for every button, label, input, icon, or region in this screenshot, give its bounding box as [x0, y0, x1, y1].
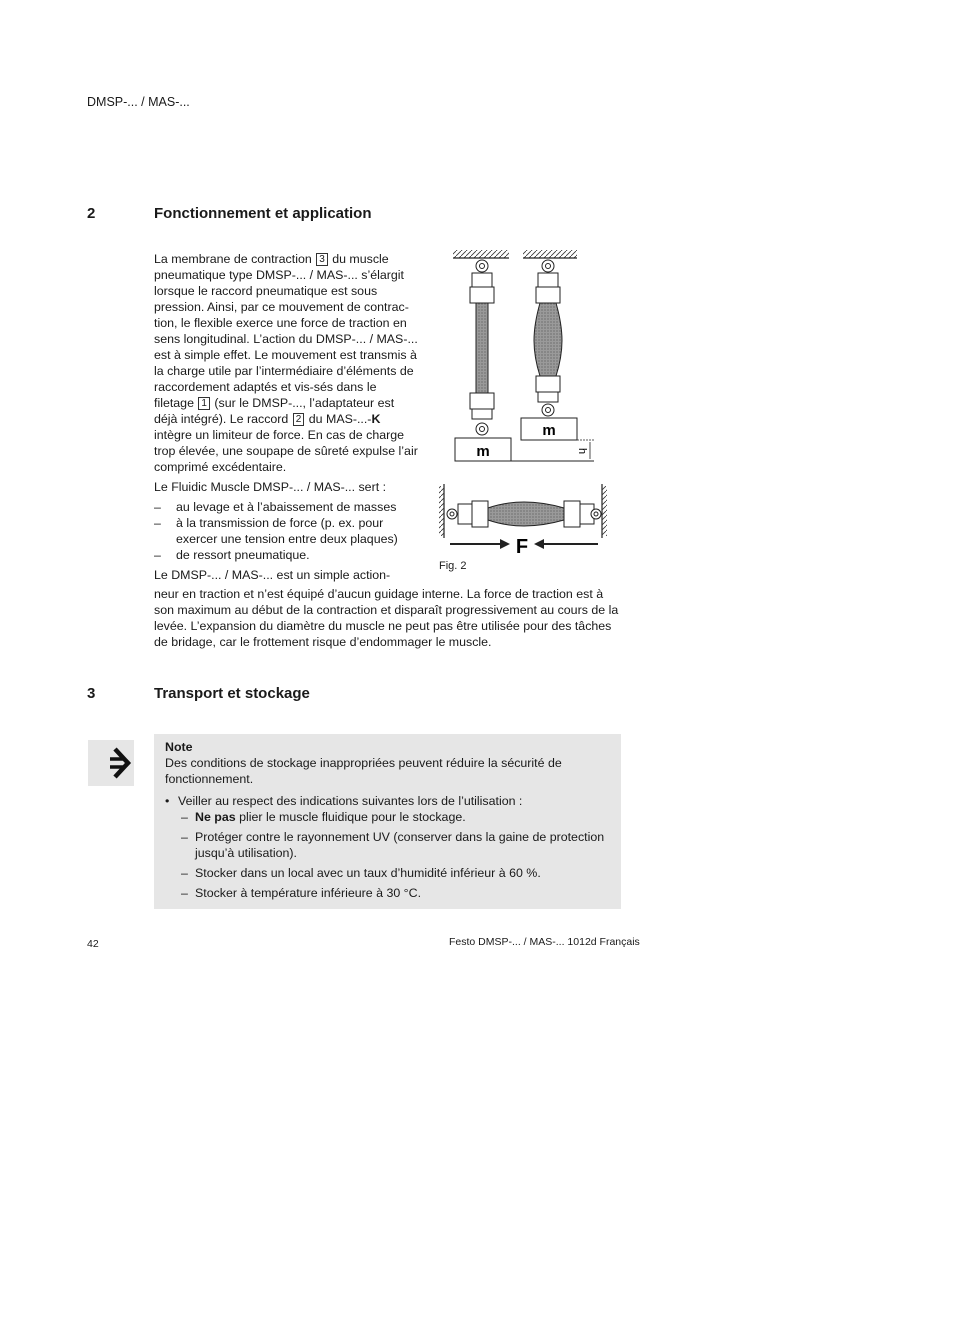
figure-2-muscle-diagram [436, 246, 616, 558]
text-run: intègre un limiteur de force. En cas de charge trop élevée, une soupape de sûreté expulse l’air comprimé excédentaire. [154, 428, 418, 474]
reference-3: 3 [316, 253, 328, 266]
paragraph-uses-intro: Le Fluidic Muscle DMSP-... / MAS-... sert : [154, 480, 387, 494]
storage-list [165, 809, 615, 901]
figure-caption: Fig. 2 [439, 560, 467, 572]
section-3-number: 3 [87, 685, 96, 702]
text-run: (sur le DMSP-..., l’adaptateur est déjà intégré). Le raccord [154, 396, 395, 426]
running-header: DMSP-... / MAS-... [87, 95, 190, 109]
list-item: – au levage et à l’abaissement de masses [154, 499, 418, 515]
reference-2: 2 [293, 413, 305, 426]
text-run: du muscle pneumatique type DMSP-... / MAS-... s’élargit lorsque le raccord pneumatique est sous pression. Ainsi, par ce mouvement de contrac-tion, le flexible exerce une force de traction en sens longitudinal. L’action du DMSP-... / MAS-... est à simple effet. Le mouvement est transmis à la charge utile par l’intermédiaire d’éléments de raccordement adaptés et vis-sés dans le filetage [154, 252, 418, 410]
uses-list [154, 499, 418, 563]
text-run: Ne pas [195, 810, 236, 824]
note-content [165, 739, 615, 905]
list-item: – Protéger contre le rayonnement UV (conserver dans la gaine de protection jusqu’à utilisation). [165, 829, 615, 861]
bold-k: K [371, 412, 381, 426]
mass-label: m [542, 422, 556, 439]
paragraph-action-start: Le DMSP-... / MAS-... est un simple action- [154, 568, 391, 582]
text-run: du MAS-...- [305, 412, 372, 426]
page-number: 42 [87, 938, 99, 950]
relaxed-muscle [453, 250, 511, 461]
force-label: F [515, 536, 529, 558]
list-item: – de ressort pneumatique. [154, 547, 418, 563]
section-2-body [154, 251, 418, 583]
paragraph-action-continued: neur en traction et n’est équipé d’aucun guidage interne. La force de traction est à son maximum au début de la contraction et disparaît progressivement au cours de la levée. L’expansion du diamètre du muscle ne peut pas être utilisée pour des tâches de bridage, car le frottement risque d’endommager le muscle. [154, 587, 619, 649]
note-icon-box [88, 740, 134, 786]
section-3-title: Transport et stockage [154, 685, 310, 702]
height-label: h [576, 447, 588, 455]
contracted-muscle [511, 250, 594, 461]
note-box [154, 734, 621, 909]
section-2-number: 2 [87, 205, 96, 222]
note-title: Note [165, 740, 193, 754]
arrow-right-icon [88, 740, 134, 786]
text-run: La membrane de contraction [154, 252, 312, 266]
paragraph-function [154, 251, 418, 475]
mass-label: m [476, 443, 490, 460]
section-2-title: Fonctionnement et application [154, 205, 372, 222]
list-item: – Stocker dans un local avec un taux d’humidité inférieur à 60 %. [165, 865, 615, 881]
horizontal-muscle [439, 484, 607, 558]
note-text: Des conditions de stockage inappropriées peuvent réduire la sécurité de fonctionnement. [165, 756, 562, 786]
list-item: – Stocker à température inférieure à 30 °C. [165, 885, 615, 901]
note-bullet: • Veiller au respect des indications suivantes lors de l’utilisation : [165, 793, 615, 809]
reference-1: 1 [198, 397, 210, 410]
footer-doc-info: Festo DMSP-... / MAS-... 1012d Français [449, 936, 640, 948]
list-item [165, 809, 615, 825]
text-run: plier le muscle fluidique pour le stockage. [235, 810, 466, 824]
list-item: – à la transmission de force (p. ex. pour exercer une tension entre deux plaques) [154, 515, 418, 547]
